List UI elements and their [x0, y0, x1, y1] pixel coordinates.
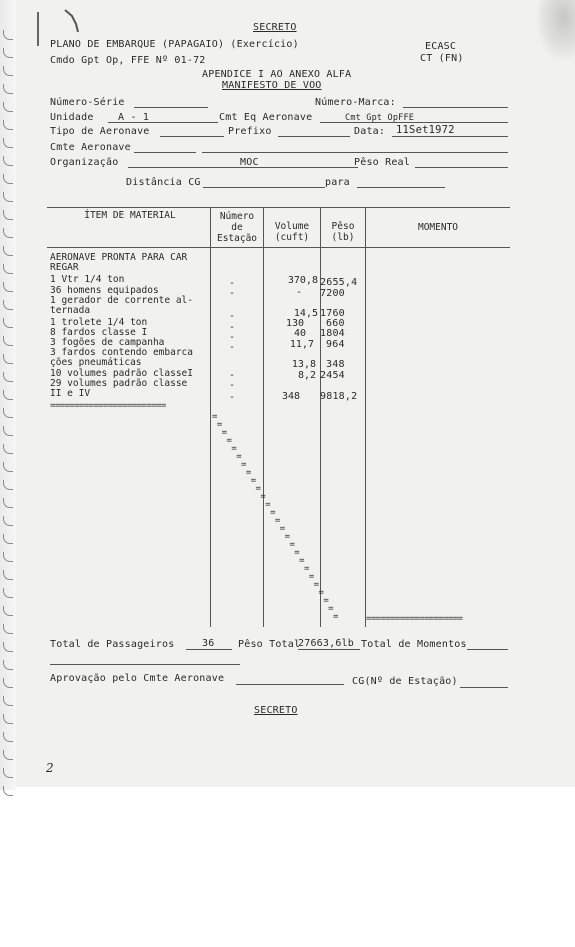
volume-value: 348	[281, 391, 300, 402]
weight-value: 1804	[320, 328, 345, 339]
diagonal-mark: =	[241, 460, 247, 470]
diagonal-mark: =	[250, 476, 257, 486]
date-value: 11Set1972	[396, 124, 455, 136]
diagonal-mark: =	[294, 548, 300, 558]
weight-value: 1760	[320, 308, 345, 319]
diagonal-mark: =	[231, 444, 237, 454]
moment-separator: ====================	[366, 614, 463, 624]
prefix-blank	[278, 136, 350, 137]
org-value: MOC	[240, 157, 259, 168]
date-label: Data:	[354, 126, 386, 137]
appendix-title: APENDICE I AO ANEXO ALFA	[202, 69, 352, 80]
margin-mark-icon	[32, 10, 44, 50]
unit-label: Unidade	[50, 112, 94, 123]
total-weight-label: Pêso Total	[238, 639, 301, 650]
list-item: 8 fardos classe I	[50, 327, 148, 338]
total-moments-blank	[467, 649, 508, 650]
station-value: -	[229, 342, 236, 353]
cmt-eq-label: Cmt Eq Aeronave	[219, 112, 313, 123]
to-label: para	[325, 177, 350, 188]
classification-top: SECRETO	[253, 22, 297, 33]
manifest-title: MANIFESTO DE VOO	[222, 80, 322, 91]
total-weight-blank	[298, 649, 360, 650]
cg-blank	[203, 187, 325, 188]
volume-value: 130	[285, 318, 304, 329]
diagonal-mark: =	[323, 596, 329, 606]
weight-value: 9818,2	[320, 391, 358, 402]
cmt-eq-blank	[320, 122, 508, 123]
list-item: 29 volumes padrão classe II e IV	[50, 378, 188, 400]
volume-value: 8,2	[297, 370, 316, 381]
diagonal-mark: =	[328, 604, 334, 614]
station-value: -	[229, 288, 236, 299]
serial-blank	[134, 107, 208, 108]
diagonal-mark: =	[299, 556, 305, 566]
weight-real-label: Pêso Real	[354, 157, 410, 168]
weight-value: 7200	[320, 288, 345, 299]
station-value: -	[229, 392, 236, 403]
cmte-label: Cmte Aeronave	[50, 142, 131, 153]
header-volume: Volume (cuft)	[274, 221, 310, 243]
list-item: 3 fardos contendo embarca ções pneumáticas	[50, 347, 193, 369]
weight-value: 348	[326, 359, 345, 370]
diagonal-mark: =	[308, 572, 315, 582]
cg-label: Distância CG	[126, 177, 201, 188]
prefix-label: Prefixo	[228, 126, 272, 137]
weight-value: 2454	[320, 370, 345, 381]
station-value: -	[229, 332, 236, 343]
table-header-rule	[47, 247, 510, 248]
plan-title: PLANO DE EMBARQUE (PAPAGAIO) (Exercício)	[50, 39, 299, 50]
diagonal-mark: =	[255, 484, 261, 494]
header-station: Número de Estação	[216, 211, 258, 244]
total-passengers-blank	[186, 649, 232, 650]
diagonal-mark: =	[221, 428, 228, 438]
col-rule-4	[365, 207, 366, 627]
diagonal-mark: =	[260, 492, 266, 502]
list-item: 3 fogões de campanha	[50, 337, 165, 348]
station-value: -	[229, 370, 236, 381]
diagonal-mark: =	[284, 532, 291, 542]
station-value: -	[229, 380, 236, 391]
item-separator: ========================	[50, 401, 166, 411]
list-item: 1 trolete 1/4 ton	[50, 317, 148, 328]
station-value: -	[229, 278, 236, 289]
org-label: Organização	[50, 157, 119, 168]
command-line: Cmdo Gpt Op, FFE Nº 01-72	[50, 55, 206, 66]
list-item: AERONAVE PRONTA PARA CAR REGAR	[50, 252, 188, 274]
diagonal-mark: =	[245, 468, 252, 478]
approval-label: Aprovação pelo Cmte Aeronave	[50, 673, 225, 684]
paperclip-mark-icon	[60, 6, 86, 36]
header-moment: MOMENTO	[417, 222, 459, 233]
unit-value: A - 1	[118, 112, 150, 123]
approval-cg-blank	[460, 687, 508, 688]
corner-smudge	[537, 0, 575, 60]
punch-hole	[3, 786, 13, 796]
volume-value: 14,5	[293, 308, 318, 319]
diagonal-mark: =	[212, 412, 218, 422]
stamp-line-2: CT (FN)	[420, 53, 464, 64]
cmt-gpt-value: Cmt Gpt OpFFE	[345, 113, 415, 123]
diagonal-mark: =	[274, 516, 281, 526]
diagonal-mark: =	[270, 508, 276, 518]
serial-label: Número-Série	[50, 97, 125, 108]
page-mark: 2	[46, 761, 54, 775]
diagonal-mark: =	[236, 452, 242, 462]
col-rule-2	[263, 207, 264, 627]
approval-cg-label: CG(Nº de Estação)	[352, 676, 458, 687]
list-item: 1 Vtr 1/4 ton	[50, 274, 125, 285]
station-value: -	[229, 322, 236, 333]
volume-value: 13,8	[291, 359, 316, 370]
volume-value: 370,8	[287, 275, 318, 286]
diagonal-mark: =	[313, 580, 320, 590]
date-blank	[392, 136, 508, 137]
aircraft-type-blank	[160, 136, 224, 137]
aircraft-type-label: Tipo de Aeronave	[50, 126, 150, 137]
total-moments-label: Total de Momentos	[361, 639, 467, 650]
cmte-blank-a	[134, 152, 196, 153]
diagonal-mark: =	[279, 524, 286, 534]
table-top-rule	[47, 207, 510, 208]
diagonal-mark: =	[303, 564, 310, 574]
unit-blank	[108, 122, 218, 123]
list-item: 36 homens equipados	[50, 285, 159, 296]
diagonal-mark: =	[226, 436, 232, 446]
mark-blank	[403, 107, 508, 108]
diagonal-mark: =	[333, 612, 339, 622]
total-passengers-label: Total de Passageiros	[50, 639, 175, 650]
stamp-line-1: ECASC	[425, 41, 457, 52]
weight-value: 660	[326, 318, 345, 329]
diagonal-mark: =	[318, 588, 324, 598]
diagonal-mark: =	[216, 420, 223, 430]
col-rule-1	[210, 207, 211, 627]
total-weight-value: 27663,6lb	[298, 638, 354, 649]
list-item: 10 volumes padrão classeI	[50, 368, 193, 379]
sign-line	[50, 664, 240, 665]
header-weight: Pêso (lb)	[331, 221, 355, 243]
list-item: 1 gerador de corrente al- ternada	[50, 295, 193, 317]
volume-value: 11,7	[289, 339, 314, 350]
diagonal-mark: =	[265, 500, 271, 510]
header-item: ÍTEM DE MATERIAL	[84, 210, 176, 221]
mark-label: Número-Marca:	[315, 97, 396, 108]
to-blank	[357, 187, 445, 188]
weight-real-blank	[415, 167, 508, 168]
station-value: -	[229, 311, 236, 322]
volume-value: -	[295, 287, 302, 298]
weight-value: 964	[326, 339, 345, 350]
total-passengers-value: 36	[202, 638, 215, 649]
diagonal-mark: =	[289, 540, 295, 550]
classification-bottom: SECRETO	[254, 705, 298, 716]
approval-blank	[236, 684, 344, 685]
volume-value: 40	[293, 328, 306, 339]
weight-value: 2655,4	[320, 277, 358, 288]
col-rule-3	[318, 207, 324, 627]
cmte-blank-b	[202, 152, 508, 153]
